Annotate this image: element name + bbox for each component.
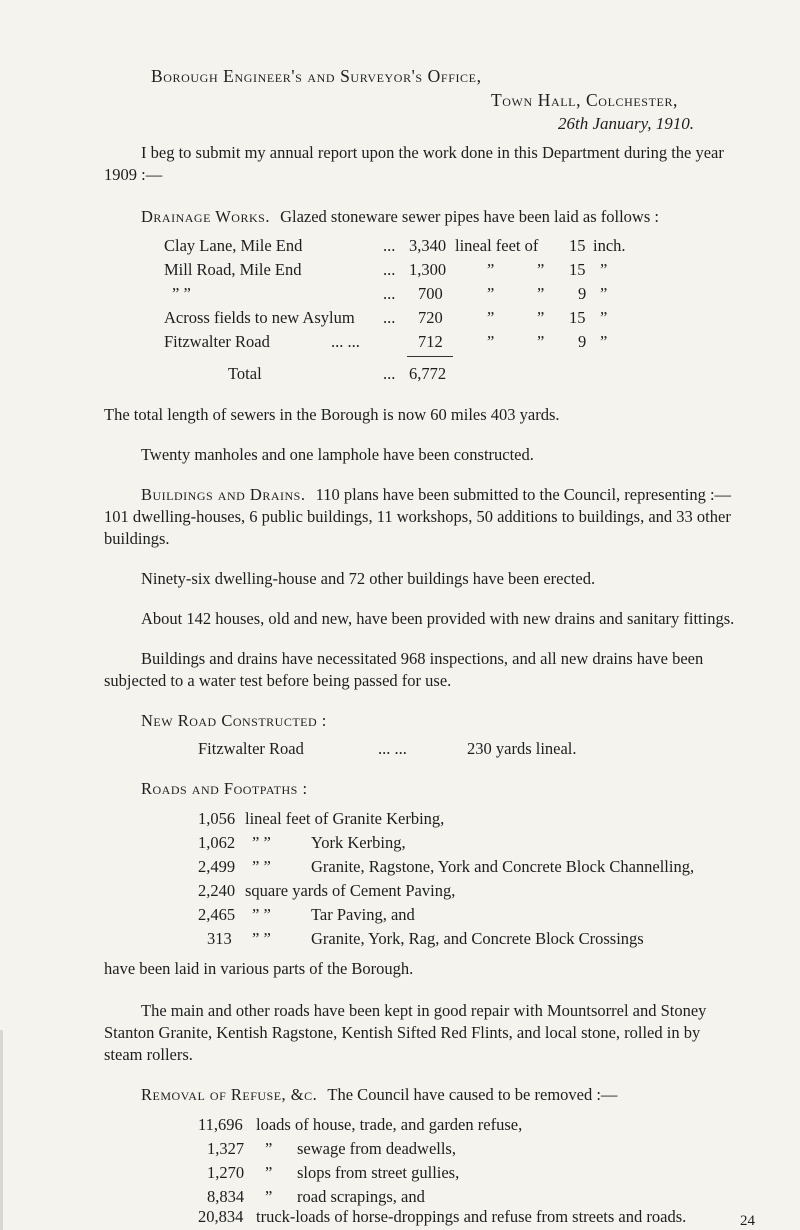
- refuse-item-desc: loads of house, trade, and garden refuse,: [256, 1115, 523, 1134]
- roads-item-desc: lineal feet of Granite Kerbing,: [245, 809, 445, 828]
- roads-item-qty: 1,062: [198, 833, 236, 852]
- total-dots: ...: [383, 364, 396, 383]
- new-road-name: Fitzwalter Road: [198, 739, 304, 758]
- table-row-dots: ...: [383, 236, 396, 255]
- table-row-size: 15: [569, 236, 586, 255]
- drainage-section: [141, 205, 659, 229]
- roads-item-desc: Granite, Ragstone, York and Concrete Block Channelling,: [311, 857, 695, 876]
- refuse-text: The Council have caused to be removed :—: [327, 1085, 618, 1104]
- new-road-heading: New Road Constructed :: [141, 711, 327, 730]
- table-row-ditto: ”: [537, 260, 545, 279]
- buildings-line-3: buildings.: [104, 529, 170, 548]
- roads-heading: Roads and Footpaths :: [141, 779, 308, 798]
- roads-item-desc: Tar Paving, and: [311, 905, 415, 924]
- table-row-ditto: ”: [537, 332, 545, 351]
- table-row-ditto: ”: [537, 284, 545, 303]
- table-row-feet: 3,340: [409, 236, 447, 255]
- roads-laid-text: have been laid in various parts of the Borough.: [104, 959, 414, 978]
- page-number: 24: [740, 1213, 755, 1229]
- refuse-item-ditto: ”: [265, 1187, 273, 1206]
- table-row-size: 9: [578, 284, 587, 303]
- table-row-feet: 720: [418, 308, 443, 327]
- table-row-place: Fitzwalter Road: [164, 332, 270, 351]
- total-value: 6,772: [409, 364, 447, 383]
- page-edge-shadow: [0, 1030, 3, 1230]
- refuse-item-ditto: ”: [265, 1163, 273, 1182]
- table-row-size: 15: [569, 260, 586, 279]
- roads-repair-line-1: The main and other roads have been kept in good repair with Mountsorrel and Stoney: [141, 1001, 707, 1020]
- table-row-dots: ...: [383, 308, 396, 327]
- report-date: 26th January, 1910.: [558, 114, 694, 133]
- table-row-dots: ...: [383, 260, 396, 279]
- table-row-inch: ”: [600, 308, 608, 327]
- roads-item-ditto: ” ”: [252, 905, 271, 924]
- buildings-erected-text: Ninety-six dwelling-house and 72 other buildings have been erected.: [141, 569, 596, 588]
- table-row-dots: ... ...: [331, 332, 360, 351]
- table-row-place: Mill Road, Mile End: [164, 260, 302, 279]
- office-heading: Borough Engineer's and Surveyor's Office,: [151, 66, 482, 86]
- new-road-value: 230 yards lineal.: [467, 739, 577, 758]
- table-row-ditto: ”: [487, 308, 495, 327]
- roads-item-ditto: ” ”: [252, 833, 271, 852]
- roads-item-qty: 2,499: [198, 857, 236, 876]
- table-row-size: 15: [569, 308, 586, 327]
- table-row-ditto: ”: [487, 332, 495, 351]
- new-road-dots: ... ...: [378, 739, 407, 758]
- refuse-line: [141, 1083, 617, 1107]
- roads-item-desc: Granite, York, Rag, and Concrete Block Crossings: [311, 929, 644, 948]
- total-label: Total: [228, 364, 262, 383]
- refuse-item-qty: 8,834: [207, 1187, 245, 1206]
- address-line: Town Hall, Colchester,: [491, 90, 679, 110]
- buildings-text: 110 plans have been submitted to the Council, representing :—: [315, 485, 732, 504]
- table-row-dots: ...: [383, 284, 396, 303]
- table-row-inch: ”: [600, 260, 608, 279]
- roads-item-qty: 2,240: [198, 881, 236, 900]
- roads-item-desc: York Kerbing,: [311, 833, 406, 852]
- intro-line-2: 1909 :—: [104, 165, 163, 184]
- refuse-item-qty: 1,327: [207, 1139, 245, 1158]
- inspections-line-1: Buildings and drains have necessitated 968 inspections, and all new drains have been: [141, 649, 704, 668]
- roads-item-qty: 1,056: [198, 809, 236, 828]
- table-row-feet: 700: [418, 284, 443, 303]
- roads-item-ditto: ” ”: [252, 857, 271, 876]
- table-row-place: Across fields to new Asylum: [164, 308, 355, 327]
- roads-item-qty: 2,465: [198, 905, 236, 924]
- sewer-length-text: The total length of sewers in the Borough is now 60 miles 403 yards.: [104, 405, 560, 424]
- table-row-feet: 712: [418, 332, 443, 351]
- inspections-line-2: subjected to a water test before being passed for use.: [104, 671, 452, 690]
- table-row-inch: ”: [600, 332, 608, 351]
- table-row-ditto: ”: [487, 260, 495, 279]
- table-row-feet: 1,300: [409, 260, 447, 279]
- refuse-item-desc: slops from street gullies,: [297, 1163, 460, 1182]
- table-row-inch: ”: [600, 284, 608, 303]
- refuse-item-desc: sewage from deadwells,: [297, 1139, 456, 1158]
- table-row-ditto: ”: [537, 308, 545, 327]
- buildings-line-2: 101 dwelling-houses, 6 public buildings, 11 workshops, 50 additions to buildings, and 33 other: [104, 507, 731, 526]
- total-rule: [407, 356, 453, 357]
- refuse-heading: Removal of Refuse, &c.: [141, 1085, 318, 1104]
- drainage-heading: Drainage Works.: [141, 207, 270, 226]
- refuse-item-qty: 11,696: [198, 1115, 243, 1134]
- buildings-heading: Buildings and Drains.: [141, 485, 306, 504]
- manholes-text: Twenty manholes and one lamphole have been constructed.: [141, 445, 534, 464]
- table-row-inch: inch.: [593, 236, 626, 255]
- roads-repair-line-3: steam rollers.: [104, 1045, 193, 1064]
- table-row-unit: lineal feet of: [455, 236, 539, 255]
- refuse-item-desc: road scrapings, and: [297, 1187, 425, 1206]
- table-row-place: ” ”: [172, 284, 191, 303]
- table-row-place: Clay Lane, Mile End: [164, 236, 303, 255]
- table-row-size: 9: [578, 332, 587, 351]
- roads-item-qty: 313: [207, 929, 232, 948]
- roads-item-desc: square yards of Cement Paving,: [245, 881, 456, 900]
- roads-repair-line-2: Stanton Granite, Kentish Ragstone, Kentish Sifted Red Flints, and local stone, rolled in by: [104, 1023, 701, 1042]
- refuse-item-qty: 20,834: [198, 1207, 244, 1226]
- drainage-text: Glazed stoneware sewer pipes have been laid as follows :: [280, 207, 659, 226]
- refuse-item-qty: 1,270: [207, 1163, 245, 1182]
- refuse-item-desc: truck-loads of horse-droppings and refuse from streets and roads.: [256, 1207, 687, 1226]
- roads-item-ditto: ” ”: [252, 929, 271, 948]
- table-row-ditto: ”: [487, 284, 495, 303]
- buildings-line-1: [141, 483, 731, 507]
- intro-line-1: I beg to submit my annual report upon the work done in this Department during the year: [141, 143, 724, 162]
- drains-provided-text: About 142 houses, old and new, have been provided with new drains and sanitary fittings.: [141, 609, 735, 628]
- refuse-item-ditto: ”: [265, 1139, 273, 1158]
